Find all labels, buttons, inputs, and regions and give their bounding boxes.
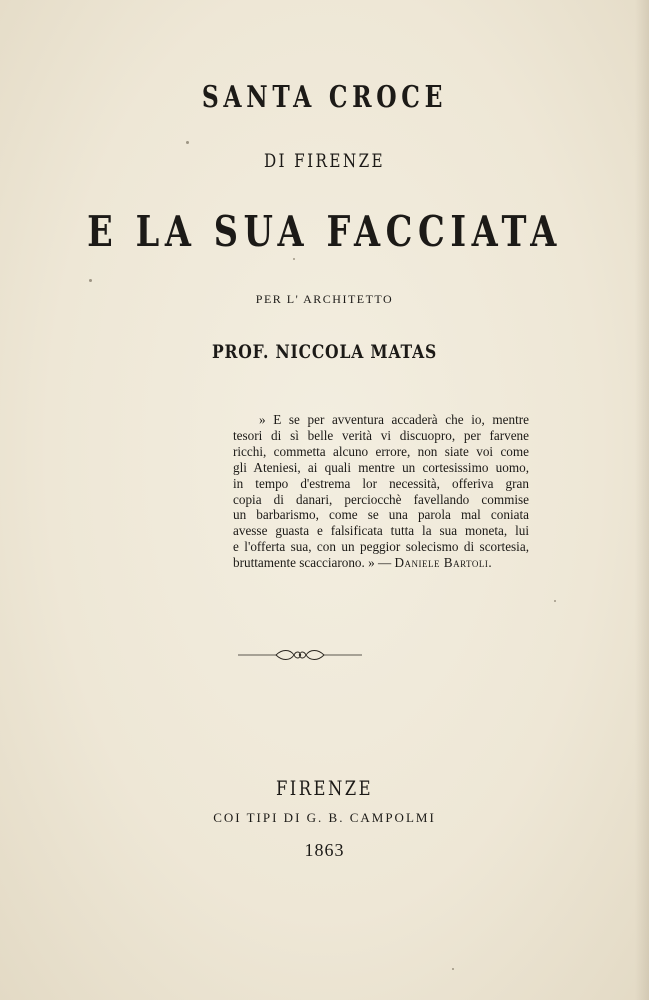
paper-speck [452,968,454,970]
byline: PER L' ARCHITETTO [255,292,394,306]
author-name: PROF. NICCOLA MATAS [211,341,438,363]
epigraph-line: un barbarismo, come se una parola mal coniata [233,507,529,523]
epigraph-line: ricchi, commetta alcuno errore, non siate voi come [233,443,529,459]
epigraph-line: gli Ateniesi, ai quali mentre un cortesissimo uomo, [233,459,529,475]
paper-speck [186,141,189,144]
epigraph-last-line [233,555,529,571]
epigraph-line: e l'offerta sua, con un peggior solecismo di scortesia, [233,539,529,555]
epigraph-line: copia di danari, perciocchè favellando commise [233,491,529,507]
epigraph-line: » E se per avventura accaderà che io, mentre [259,412,529,427]
imprint-printer: COI TIPI DI G. B. CAMPOLMI [213,810,436,825]
epigraph-line: in tempo d'estrema lor necessità, offeriva gran [233,475,529,491]
ornament-divider-icon [238,648,362,662]
title-line-1: SANTA CROCE [201,80,448,115]
epigraph-quote [233,412,529,571]
title-line-3: E LA SUA FACCIATA [87,207,562,256]
epigraph-closing: bruttamente scacciarono. » — [233,555,392,571]
imprint-year: 1863 [304,840,345,860]
epigraph-line: tesori di sì belle verità vi discuopro, per farvene [233,427,529,443]
title-line-2: DI FIRENZE [263,150,386,172]
epigraph-signature: Daniele Bartoli. [394,555,493,571]
epigraph-line: avesse guasta e falsificata tutta la sua moneta, lui [233,523,529,539]
paper-speck [89,279,92,282]
paper-speck [293,258,295,260]
imprint-city: FIRENZE [275,776,374,800]
paper-speck [554,600,556,602]
